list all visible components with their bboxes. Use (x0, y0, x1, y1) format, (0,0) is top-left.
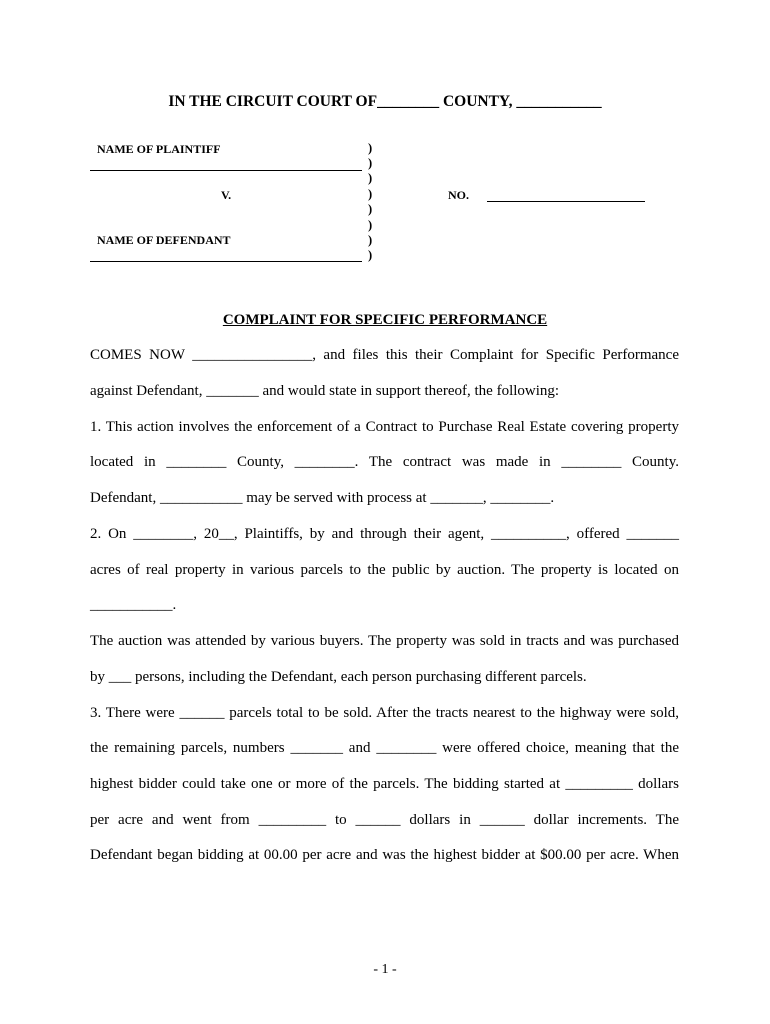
body-line: against Defendant, _______ and would state in support thereof, the following: (90, 383, 560, 399)
body-line: highest bidder could take one or more of the parcels. The bidding started at _________ dollars (90, 776, 679, 792)
complaint-title (0, 312, 770, 329)
caption-paren: ) (368, 141, 373, 155)
versus-label: V. (221, 188, 232, 202)
complaint-title-text: COMPLAINT FOR SPECIFIC PERFORMANCE (222, 312, 548, 328)
body-line: Defendant began bidding at 00.00 per acre and was the highest bidder at $00.00 per acre. When (90, 847, 679, 863)
caption-paren: ) (368, 156, 373, 170)
caption-paren: ) (368, 202, 373, 216)
defendant-label: NAME OF DEFENDANT (97, 233, 231, 247)
body-line: The auction was attended by various buyers. The property was sold in tracts and was purchased (90, 633, 679, 649)
body-line: COMES NOW ________________, and files this their Complaint for Specific Performance (90, 347, 679, 363)
body-line: ___________. (90, 597, 177, 613)
page-number: - 1 - (373, 962, 397, 977)
plaintiff-label: NAME OF PLAINTIFF (97, 142, 221, 156)
body-line: Defendant, ___________ may be served with process at _______, ________. (90, 490, 555, 506)
body-line: acres of real property in various parcels to the public by auction. The property is located on (90, 562, 679, 578)
caption-paren: ) (368, 171, 373, 185)
case-number-label: NO. (448, 188, 469, 202)
plaintiff-signature-line (90, 170, 362, 171)
body-line: the remaining parcels, numbers _______ and ________ were offered choice, meaning that the (90, 740, 679, 756)
body-line: by ___ persons, including the Defendant, each person purchasing different parcels. (90, 669, 587, 685)
body-line: 3. There were ______ parcels total to be sold. After the tracts nearest to the highway were sold, (90, 705, 679, 721)
body-line: located in ________ County, ________. The contract was made in ________ County. (90, 454, 679, 470)
caption-paren: ) (368, 187, 373, 201)
caption-paren: ) (368, 233, 373, 247)
caption-paren: ) (368, 248, 373, 262)
body-line: per acre and went from _________ to ______ dollars in ______ dollar increments. The (90, 812, 679, 828)
caption-paren: ) (368, 218, 373, 232)
defendant-signature-line (90, 261, 362, 262)
court-title: IN THE CIRCUIT COURT OF________ COUNTY, ___________ (168, 93, 602, 110)
body-line: 2. On ________, 20__, Plaintiffs, by and through their agent, __________, offered _______ (90, 526, 679, 542)
case-number-line (487, 201, 645, 202)
body-line: 1. This action involves the enforcement of a Contract to Purchase Real Estate covering property (90, 419, 679, 435)
